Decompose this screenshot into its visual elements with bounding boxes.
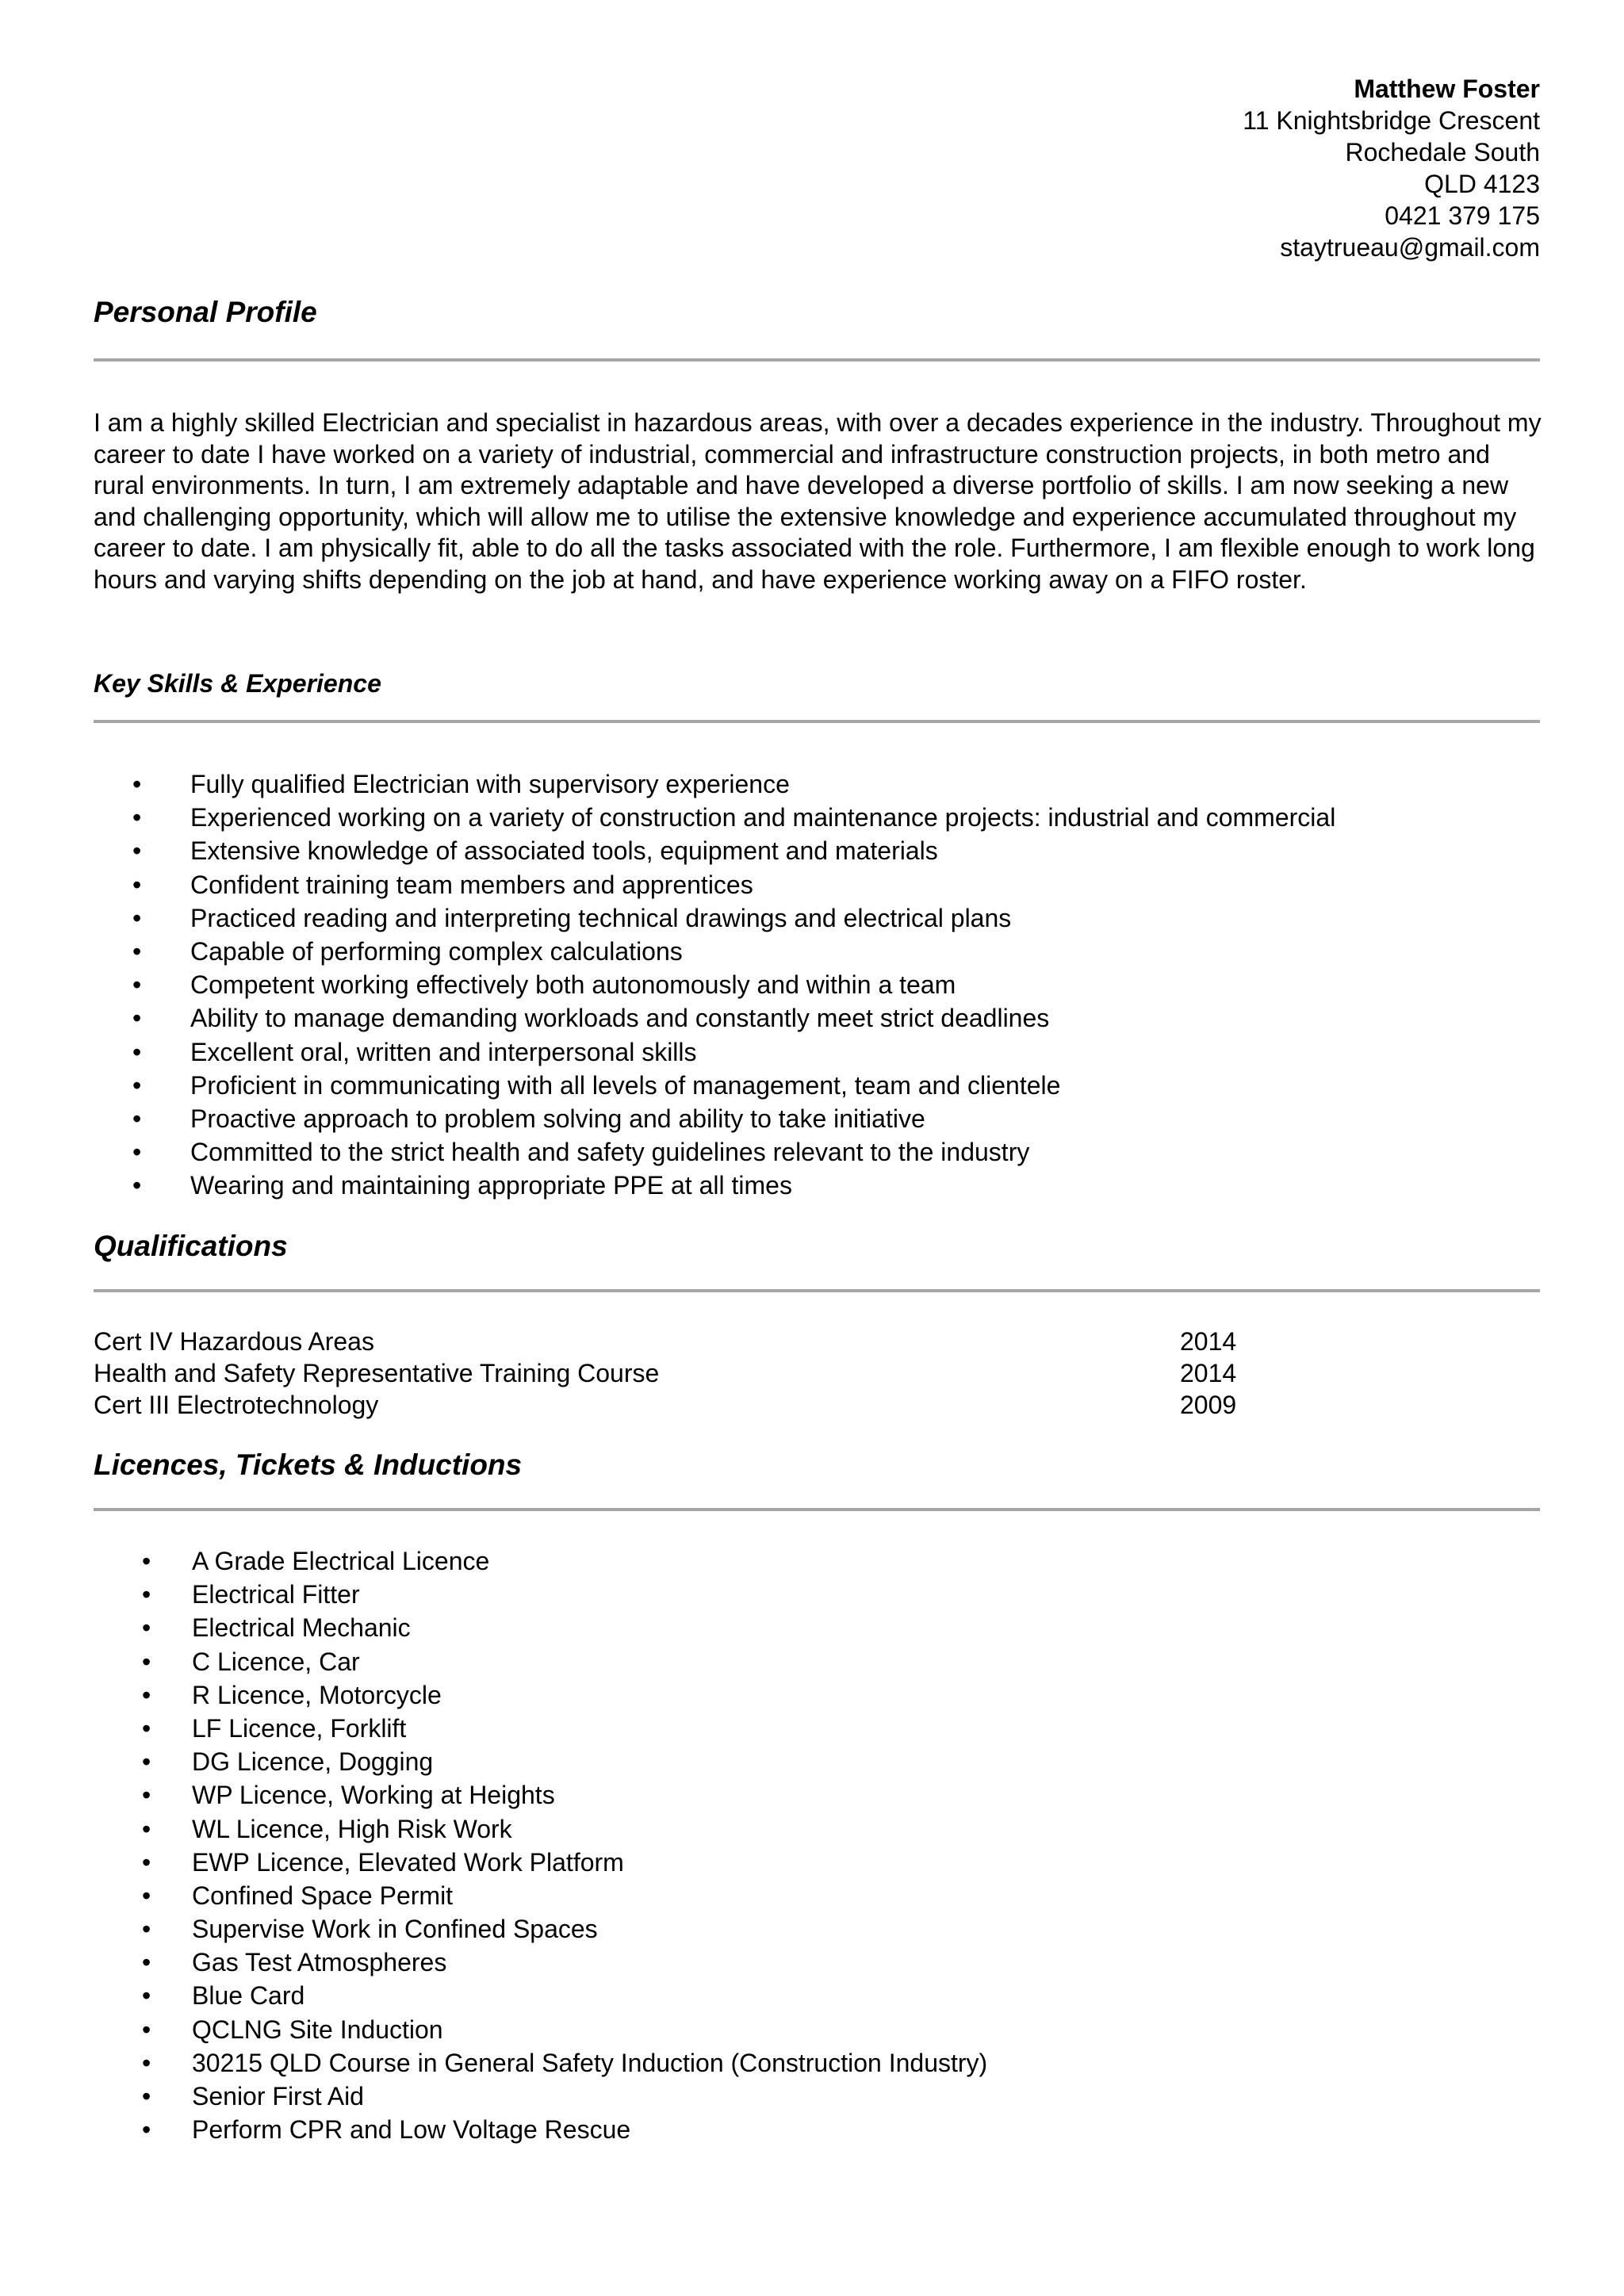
skill-item	[0, 767, 1335, 801]
bullet-icon: •	[132, 1004, 142, 1033]
bullet-icon: •	[142, 2115, 151, 2145]
licence-item-text: Confined Space Permit	[192, 1881, 454, 1910]
licence-item-text: R Licence, Motorcycle	[192, 1680, 442, 1709]
skill-item-text: Practiced reading and interpreting technical drawings and electrical plans	[190, 903, 1012, 932]
qualification-year: 2014	[1180, 1327, 1237, 1356]
skill-item	[0, 834, 1335, 867]
skill-item-text: Ability to manage demanding workloads and constantly meet strict deadlines	[190, 1004, 1050, 1033]
skill-item-text: Excellent oral, written and interpersonal skills	[190, 1037, 697, 1066]
licence-item	[0, 1778, 987, 1812]
skill-item-text: Competent working effectively both autonomously and within a team	[190, 970, 956, 1000]
licence-item	[0, 1678, 987, 1712]
skill-item-text: Experienced working on a variety of construction and maintenance projects: industrial and commercial	[190, 803, 1336, 832]
bullet-icon: •	[142, 1881, 151, 1910]
skill-item-text: Wearing and maintaining appropriate PPE at all times	[190, 1171, 792, 1200]
licence-item	[0, 2080, 987, 2113]
licence-item	[0, 1578, 987, 1611]
bullet-icon: •	[132, 936, 142, 966]
licence-item	[0, 1846, 987, 1879]
licence-item-text: C Licence, Car	[192, 1647, 360, 1676]
bullet-icon: •	[132, 1104, 142, 1133]
bullet-icon: •	[142, 1781, 151, 1810]
licence-item-text: Gas Test Atmospheres	[192, 1948, 447, 1977]
bullet-icon: •	[132, 803, 142, 832]
skill-item-text: Fully qualified Electrician with supervisory experience	[190, 770, 790, 798]
licence-item	[0, 1879, 987, 1912]
bullet-icon: •	[132, 836, 142, 866]
qualification-year: 2009	[1180, 1391, 1237, 1419]
licences-divider	[94, 1508, 1540, 1511]
skill-item-text: Proficient in communicating with all levels of management, team and clientele	[190, 1070, 1061, 1100]
bullet-icon: •	[132, 1070, 142, 1100]
licence-item	[0, 1611, 987, 1644]
licence-item	[0, 1745, 987, 1778]
bullet-icon: •	[142, 1547, 151, 1575]
bullet-icon: •	[142, 1647, 151, 1676]
licences-list	[0, 1544, 987, 2146]
licence-item	[0, 1712, 987, 1745]
bullet-icon: •	[132, 870, 142, 899]
bullet-icon: •	[142, 2048, 151, 2077]
skills-list	[0, 767, 1335, 1202]
bullet-icon: •	[132, 1138, 142, 1167]
email-address: staytrueau@gmail.com	[1280, 233, 1540, 262]
skills-divider	[94, 720, 1540, 723]
licence-item-text: 30215 QLD Course in General Safety Induction (Construction Industry)	[192, 2048, 988, 2077]
address-line-3: QLD 4123	[1424, 170, 1540, 198]
skill-item	[0, 968, 1335, 1001]
bullet-icon: •	[132, 770, 142, 798]
profile-text: I am a highly skilled Electrician and specialist in hazardous areas, with over a decades experience in the industry. Throughout my career to date I have worked on a variety of industrial, commercial and infrastructure construction projects, in both metro and rural environments. In turn, I am extremely adaptable and have developed a diverse portfolio of skills. I am now seeking a new and challenging opportunity, which will allow me to utilise the extensive knowledge and experience accumulated throughout my career to date. I am physically fit, able to do all the tasks associated with the role. Furthermore, I am flexible enough to work long hours and varying shifts depending on the job at hand, and have experience working away on a FIFO roster.	[94, 408, 1542, 594]
skill-item	[0, 868, 1335, 901]
bullet-icon: •	[142, 1613, 151, 1643]
profile-heading: Personal Profile	[94, 296, 317, 328]
bullet-icon: •	[142, 1981, 151, 2011]
licence-item	[0, 1812, 987, 1846]
licence-item-text: Supervise Work in Confined Spaces	[192, 1915, 598, 1944]
bullet-icon: •	[142, 1915, 151, 1944]
skill-item	[0, 901, 1335, 935]
licence-item-text: WP Licence, Working at Heights	[192, 1781, 555, 1810]
bullet-icon: •	[142, 1747, 151, 1777]
qualification-year: 2014	[1180, 1359, 1237, 1387]
bullet-icon: •	[142, 1713, 151, 1743]
phone-number: 0421 379 175	[1385, 201, 1540, 230]
licence-item	[0, 2013, 987, 2046]
licences-heading: Licences, Tickets & Inductions	[94, 1448, 523, 1481]
skill-item-text: Extensive knowledge of associated tools, equipment and materials	[190, 836, 938, 866]
bullet-icon: •	[132, 970, 142, 1000]
skill-item	[0, 1035, 1335, 1069]
bullet-icon: •	[142, 1680, 151, 1709]
licence-item-text: Blue Card	[192, 1981, 305, 2011]
skill-item-text: Capable of performing complex calculations	[190, 936, 683, 966]
bullet-icon: •	[132, 1037, 142, 1066]
profile-divider	[94, 358, 1540, 362]
licence-item	[0, 1979, 987, 2012]
bullet-icon: •	[142, 1580, 151, 1609]
licence-item-text: Electrical Mechanic	[192, 1613, 411, 1643]
bullet-icon: •	[142, 1847, 151, 1877]
skill-item-text: Confident training team members and apprentices	[190, 870, 753, 899]
skill-item	[0, 1135, 1335, 1169]
bullet-icon: •	[142, 1814, 151, 1843]
licence-item-text: EWP Licence, Elevated Work Platform	[192, 1847, 624, 1877]
qualification-title: Health and Safety Representative Training Course	[94, 1359, 660, 1387]
licence-item	[0, 1912, 987, 1946]
address-line-1: 11 Knightsbridge Crescent	[1243, 106, 1540, 135]
licence-item	[0, 1645, 987, 1678]
qualification-row	[94, 1357, 1362, 1389]
licence-item	[0, 1544, 987, 1578]
licence-item-text: Senior First Aid	[192, 2082, 364, 2110]
contact-block	[1243, 73, 1540, 263]
skill-item-text: Proactive approach to problem solving and ability to take initiative	[190, 1104, 925, 1133]
qualifications-heading: Qualifications	[94, 1230, 288, 1262]
bullet-icon: •	[142, 2082, 151, 2110]
qualification-title: Cert IV Hazardous Areas	[94, 1327, 374, 1356]
skill-item	[0, 1169, 1335, 1202]
skill-item-text: Committed to the strict health and safety guidelines relevant to the industry	[190, 1138, 1030, 1167]
qualifications-table	[94, 1326, 1362, 1421]
licence-item-text: DG Licence, Dogging	[192, 1747, 434, 1777]
bullet-icon: •	[132, 903, 142, 932]
qualification-title: Cert III Electrotechnology	[94, 1391, 379, 1419]
licence-item	[0, 2046, 987, 2080]
candidate-name: Matthew Foster	[1354, 75, 1540, 103]
skill-item	[0, 1001, 1335, 1035]
licence-item-text: WL Licence, High Risk Work	[192, 1814, 512, 1843]
bullet-icon: •	[132, 1171, 142, 1200]
skill-item	[0, 935, 1335, 968]
licence-item-text: QCLNG Site Induction	[192, 2015, 443, 2044]
bullet-icon: •	[142, 1948, 151, 1977]
licence-item-text: A Grade Electrical Licence	[192, 1547, 490, 1575]
address-line-2: Rochedale South	[1345, 138, 1540, 166]
licence-item-text: Electrical Fitter	[192, 1580, 360, 1609]
skills-heading: Key Skills & Experience	[94, 669, 381, 698]
licence-item	[0, 2113, 987, 2146]
skill-item	[0, 1102, 1335, 1135]
qualification-row	[94, 1389, 1362, 1421]
bullet-icon: •	[142, 2015, 151, 2044]
skill-item	[0, 1069, 1335, 1102]
qualification-row	[94, 1326, 1362, 1357]
qualifications-divider	[94, 1289, 1540, 1292]
licence-item-text: LF Licence, Forklift	[192, 1713, 407, 1743]
licence-item	[0, 1946, 987, 1979]
skill-item	[0, 801, 1335, 834]
licence-item-text: Perform CPR and Low Voltage Rescue	[192, 2115, 631, 2145]
